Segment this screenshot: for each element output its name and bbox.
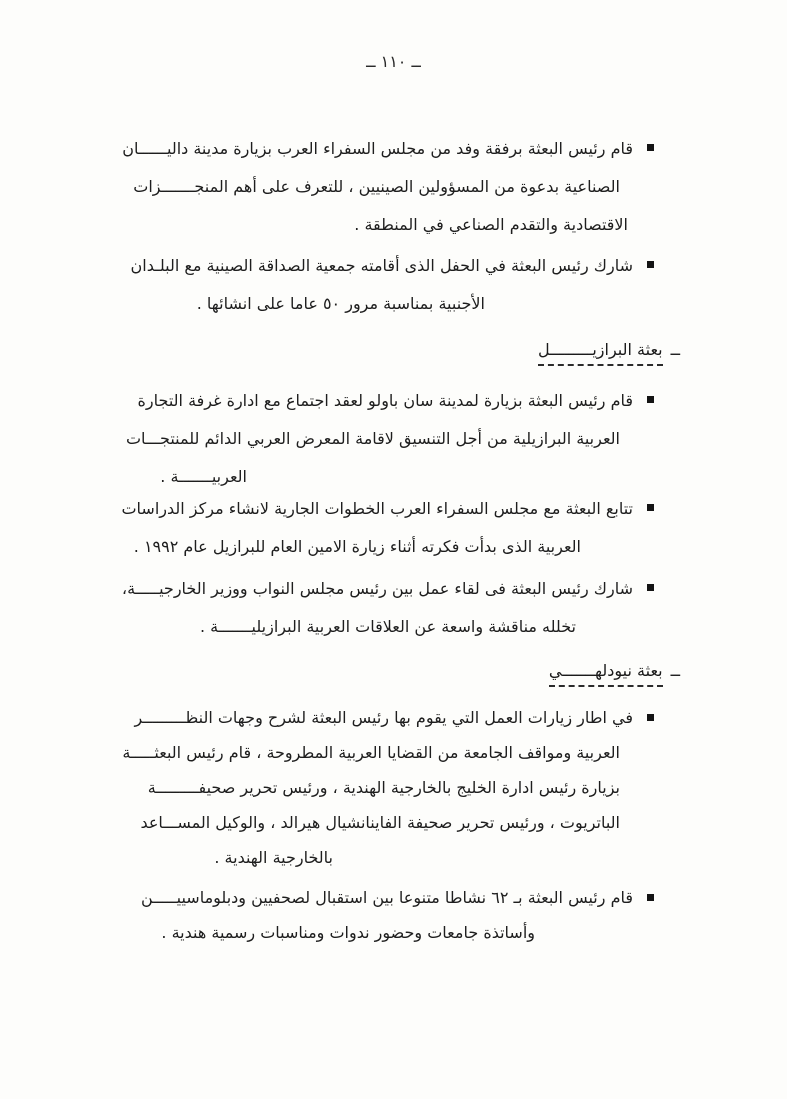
- paragraph-line: وأساتذة جامعات وحضور ندوات ومناسبات رسمية هندية .: [161, 923, 535, 942]
- bullet-paragraph: [60, 570, 633, 646]
- section-heading-text: بعثة البرازيـــــــــل: [538, 340, 663, 366]
- paragraph-line: شارك رئيس البعثة فى لقاء عمل بين رئيس مجلس النواب ووزير الخارجيـــــة،: [121, 579, 633, 598]
- paragraph-line: بزيارة رئيس ادارة الخليج بالخارجية الهندية ، ورئيس تحرير صحيفـــــــــة: [147, 778, 620, 797]
- paragraph-line: الاقتصادية والتقدم الصناعي في المنطقة .: [354, 215, 628, 234]
- bullet-paragraph: [60, 700, 633, 875]
- paragraph-line: تتابع البعثة مع مجلس السفراء العرب الخطوات الجارية لانشاء مركز الدراسات: [121, 499, 633, 518]
- bullet-paragraph: [60, 247, 633, 323]
- bullet-square-icon: [647, 144, 654, 151]
- paragraph-line: الصناعية بدعوة من المسؤولين الصينيين ، للتعرف على أهم المنجـــــــزات: [133, 177, 620, 196]
- paragraph-line: قام رئيس البعثة بزيارة لمدينة سان باولو لعقد اجتماع مع ادارة غرفة التجارة: [137, 391, 633, 410]
- paragraph-line: بالخارجية الهندية .: [214, 848, 333, 867]
- paragraph-line: العربية البرازيلية من أجل التنسيق لاقامة المعرض العربي الدائم للمنتجـــات: [125, 429, 620, 448]
- bullet-square-icon: [647, 504, 654, 511]
- paragraph-line: قام رئيس البعثة برفقة وفد من مجلس السفراء العرب بزيارة مدينة داليــــــان: [122, 139, 633, 158]
- bullet-paragraph: [60, 130, 633, 244]
- bullet-square-icon: [647, 584, 654, 591]
- bullet-square-icon: [647, 261, 654, 268]
- bullet-square-icon: [647, 894, 654, 901]
- paragraph-line: العربيـــــــة .: [160, 467, 247, 486]
- heading-dash: ــ: [670, 661, 680, 680]
- paragraph-line: الأجنبية بمناسبة مرور ٥٠ عاما على انشائها .: [196, 294, 485, 313]
- paragraph-line: في اطار زيارات العمل التي يقوم بها رئيس البعثة لشرح وجهات النظـــــــــر: [134, 708, 633, 727]
- bullet-paragraph: [60, 880, 633, 950]
- paragraph-line: تخلله مناقشة واسعة عن العلاقات العربية البرازيليـــــــة .: [199, 617, 576, 636]
- bullet-paragraph: [60, 382, 633, 496]
- bullet-square-icon: [647, 714, 654, 721]
- section-heading-text: بعثة نيودلهـــــــي: [549, 661, 663, 687]
- paragraph-line: شارك رئيس البعثة في الحفل الذى أقامته جمعية الصداقة الصينية مع البلـدان: [130, 256, 633, 275]
- bullet-square-icon: [647, 396, 654, 403]
- heading-dash: ــ: [670, 340, 680, 359]
- paragraph-line: قام رئيس البعثة بـ ٦٢ نشاطا متنوعا بين استقبال لصحفيين ودبلوماسييـــــن: [141, 888, 633, 907]
- section-heading-brazil: [538, 340, 680, 366]
- bullet-paragraph: [60, 490, 633, 566]
- paragraph-line: العربية ومواقف الجامعة من القضايا العربية المطروحة ، قام رئيس البعثـــــة: [122, 743, 620, 762]
- section-heading-new-delhi: [549, 661, 680, 687]
- paragraph-line: العربية الذى بدأت فكرته أثناء زيارة الامين العام للبرازيل عام ١٩٩٢ .: [133, 537, 581, 556]
- paragraph-line: الباتريوت ، ورئيس تحرير صحيفة الفاينانشيال هيرالد ، والوكيل المســـاعد: [140, 813, 620, 832]
- page-number: ــ ١١٠ ــ: [366, 52, 421, 71]
